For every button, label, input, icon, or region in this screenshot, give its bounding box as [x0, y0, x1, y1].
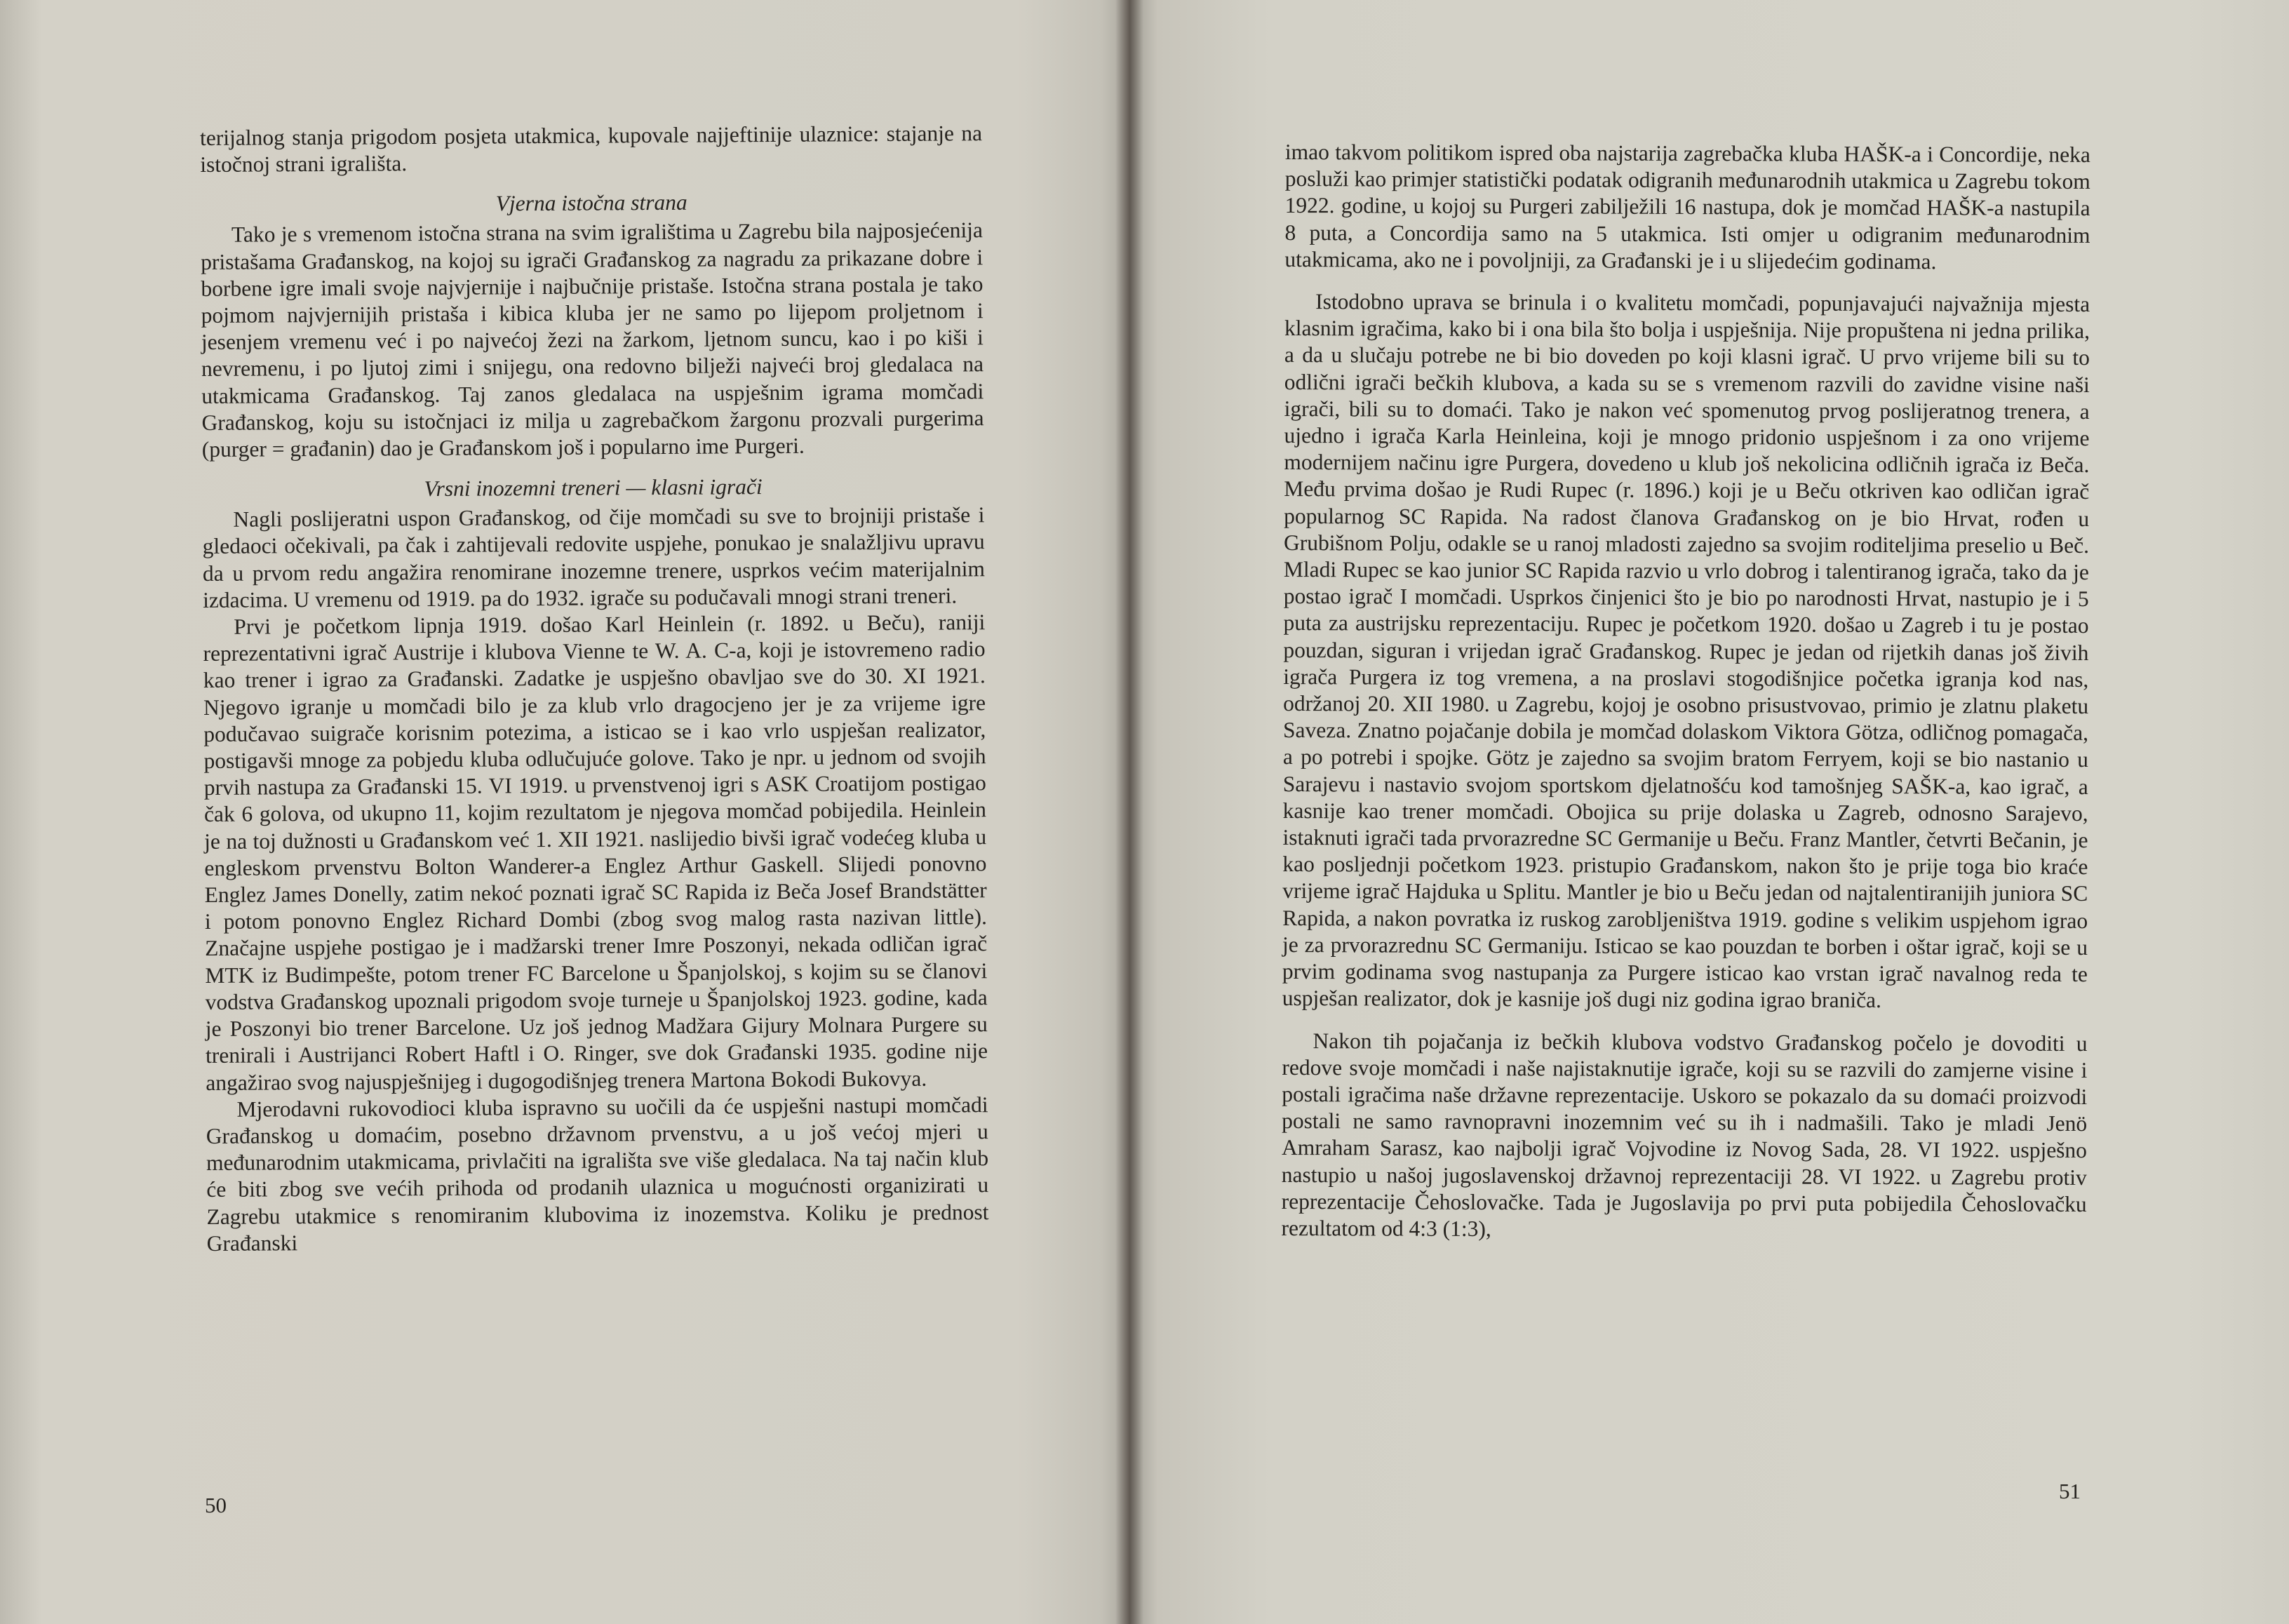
paragraph: Nagli poslijeratni uspon Građanskog, od čije momčadi su sve to brojniji pristaše i gledaoci očekivali, pa čak i zahtijevali redovite uspjehe, ponukao je snalažljivu upravu da u prvom redu angažira renomirane inozemne trenere, usprkos većim materijalnim izdacima. U vremenu od 1919. pa do 1932. igrače su podučavali mnogi strani treneri.: [202, 502, 985, 612]
section-heading: Vjerna istočna strana: [495, 190, 687, 216]
left-page-text: [200, 120, 989, 1257]
section-heading: Vrsni inozemni treneri — klasni igrači: [424, 474, 763, 502]
paragraph: Istodobno uprava se brinula i o kvalitetu momčadi, popunjavajući najvažnija mjesta klasnim igračima, kako bi i ona bila što bolja i uspješnija. Nije propuštena ni jedna prilika, a da u slučaju potrebe ne bi bio doveden po koji klasni igrač. U prvo vrijeme bili su to odlični igrači bečkih klubova, a kada su se s vremenom razvili do zavidne visine naši igrači, bili su to domaći. Tako je nakon već spomenutog prvog poslijeratnog trenera, a ujedno i igrača Karla Heinleina, koji je mnogo pridonio uspješnom i za ono vrijeme modernijem načinu igre Purgera, dovedeno u klub još nekolicina odličnih igrača iz Beča. Među prvima došao je Rudi Rupec (r. 1896.) koji je u Beču otkriven kao odličan igrač popularnog SC Rapida. Na radost članova Građanskog on je bio Hrvat, rođen u Grubišnom Polju, odakle se u ranoj mladosti zajedno sa svojim roditeljima preselio u Beč. Mladi Rupec se kao junior SC Rapida razvio u vrlo dobrog i talentiranog igrača, tako da je postao igrač I momčadi. Usprkos činjenici što je bio po narodnosti Hrvat, nastupio je i 5 puta za austrijsku reprezentaciju. Rupec je početkom 1920. došao u Zagreb i tu je postao pouzdan, siguran i vrijedan igrač Građanskog. Rupec je jedan od rijetkih danas još živih igrača Purgera iz tog vremena, a na proslavi stogodišnjice početka igranja kod nas, održanoj 20. XII 1980. u Zagrebu, kojoj je osobno prisustvovao, primio je zlatnu plaketu Saveza. Znatno pojačanje dobila je momčad dolaskom Viktora Götza, odličnog pomagača, a po potrebi i spojke. Götz je zajedno sa svojim bratom Ferryem, koji se bio nastanio u Sarajevu i nastavio svojom sportskom djelatnošću kod tamošnjeg SAŠK-a, kao igrač, a kasnije kao trener momčadi. Obojica su prije dolaska u Zagreb, odnosno Sarajevo, istaknuti igrači tada prvorazredne SC Germanije u Beču. Franz Mantler, četvrti Bečanin, je kao posljednji početkom 1923. pristupio Građanskom, nakon što je prije toga bio kraće vrijeme igrač Hajduka u Splitu. Mantler je bio u Beču jedan od najtalentiranijih juniora SC Rapida, a nakon povratka iz ruskog zarobljeništva 1919. godine s velikim uspjehom igrao je za prvorazrednu SC Germaniju. Isticao se kao pouzdan te borben i oštar igrač, koji se u prvim godinama svog nastupanja za Purgere isticao kao vrstan igrač navalnog reda te uspješan realizator, dok je kasnije još dugi niz godina igrao braniča.: [1282, 289, 2090, 1013]
paragraph: Mjerodavni rukovodioci kluba ispravno su uočili da će uspješni nastupi momčadi Građanskog u domaćim, posebno državnom prvenstvu, a u još većoj mjeri u međunarodnim utakmicama, privlačiti na igrališta sve više gledalaca. Na taj način klub će biti zbog sve većih prihoda od prodanih ulaznica u mogućnosti organizirati u Zagrebu utakmice s renomiranim klubovima iz inozemstva. Koliku je prednost Građanski: [206, 1092, 989, 1256]
right-page-text: [1282, 139, 2090, 1244]
paragraph: Nakon tih pojačanja iz bečkih klubova vodstvo Građanskog počelo je dovoditi u redove svoje momčadi i naše najistaknutije igrače, koji su se razvili do zamjerne visine i postali igračima naše državne reprezentacije. Uskoro se pokazalo da su domaći proizvodi postali ne samo ravnopravni inozemnim već su ih i nadmašili. Tako je mladi Jenö Amraham Sarasz, kao najbolji igrač Vojvodine iz Novog Sada, 28. VI 1922. uspješno nastupio u našoj jugoslavenskoj državnoj reprezentaciji 28. VI 1922. u Zagrebu protiv reprezentacije Čehoslovačke. Tada je Jugoslavija po prvi puta pobijedila Čehoslovačku rezultatom od 4:3 (1:3),: [1281, 1028, 2088, 1241]
book-gutter: [1115, 0, 1143, 1624]
page-number-left: 50: [205, 1493, 227, 1517]
left-page: [0, 0, 1129, 1624]
paragraph: Tako je s vremenom istočna strana na svim igralištima u Zagrebu bila najposjećenija pristašama Građanskog, na kojoj su igrači Građanskog za nagradu za prikazane dobre i borbene igre imali svoje najvjernije i najbučnije pristaše. Istočna strana postala je tako pojmom najvjernijih pristaša i kibica kluba jer ne samo po lijepom proljetnom i jesenjem vremenu već i po najvećoj žezi na žarkom, ljetnom suncu, kao i po kiši i nevremenu, i po ljutoj zimi i snijegu, ona redovno bilježi najveći broj gledalaca na utakmicama Građanskog. Taj zanos gledalaca na uspješnim igrama momčadi Građanskog, koju su istočnjaci iz milja u zagrebačkom žargonu prozvali purgerima (purger = građanin) dao je Građanskom još i popularno ime Purgeri.: [201, 217, 984, 462]
right-page: [1129, 0, 2289, 1624]
paragraph: terijalnog stanja prigodom posjeta utakmica, kupovale najjeftinije ulaznice: stajanje na istočnoj strani igrališta.: [200, 121, 983, 177]
page-number-right: 51: [2059, 1479, 2081, 1503]
paragraph: imao takvom politikom ispred oba najstarija zagrebačka kluba HAŠK-a i Concordije, neka posluži kao primjer statistički podatak odigranih međunarodnih utakmica u Zagrebu tokom 1922. godine, u kojoj su Purgeri zabilježili 16 nastupa, dok je momčad HAŠK-a nastupila 8 puta, a Concordija samo na 5 utakmica. Isti omjer u odigranim međunarodnim utakmicama, ako ne i povoljniji, za Građanski je i u slijedećim godinama.: [1284, 140, 2090, 274]
paragraph: Prvi je početkom lipnja 1919. došao Karl Heinlein (r. 1892. u Beču), raniji reprezentativni igrač Austrije i klubova Vienne te W. A. C-a, koji je istovremeno radio kao trener i igrao za Građanski. Zadatke je uspješno obavljao sve do 30. XI 1921. Njegovo igranje u momčadi bilo je za klub vrlo dragocjeno jer je za vrijeme igre podučavao suigrače korisnim potezima, a isticao se i kao vrlo uspješan realizator, postigavši mnoge za pobjedu kluba odlučujuće golove. Tako je npr. u jednom od svojih prvih nastupa za Građanski 15. VI 1919. u prvenstvenoj igri s ASK Croatijom postigao čak 6 golova, od ukupno 11, kojim rezultatom je njegova momčad pobijedila. Heinlein je na toj dužnosti u Građanskom već 1. XII 1921. naslijedio bivši igrač vodećeg kluba u engleskom prvenstvu Bolton Wanderer-a Englez Arthur Gaskell. Slijedi ponovno Englez James Donelly, zatim nekoć poznati igrač SC Rapida iz Beča Josef Brandstätter i potom ponovno Englez Richard Dombi (zbog svog malog rasta nazivan little). Značajne uspjehe postigao je i madžarski trener Imre Poszonyi, nekada odličan igrač MTK iz Budimpešte, potom trener FC Barcelone u Španjolskoj, s kojim su se članovi vodstva Građanskog upoznali prigodom svoje turneje u Španjolskoj 1923. godine, kada je Poszonyi bio trener Barcelone. Uz još jednog Madžara Gijury Molnara Purgere su trenirali i Austrijanci Robert Haftl i O. Ringer, sve dok Građanski 1935. godine nije angažirao svog najuspješnijeg i dugogodišnjeg trenera Martona Bokodi Bukovya.: [203, 610, 988, 1095]
